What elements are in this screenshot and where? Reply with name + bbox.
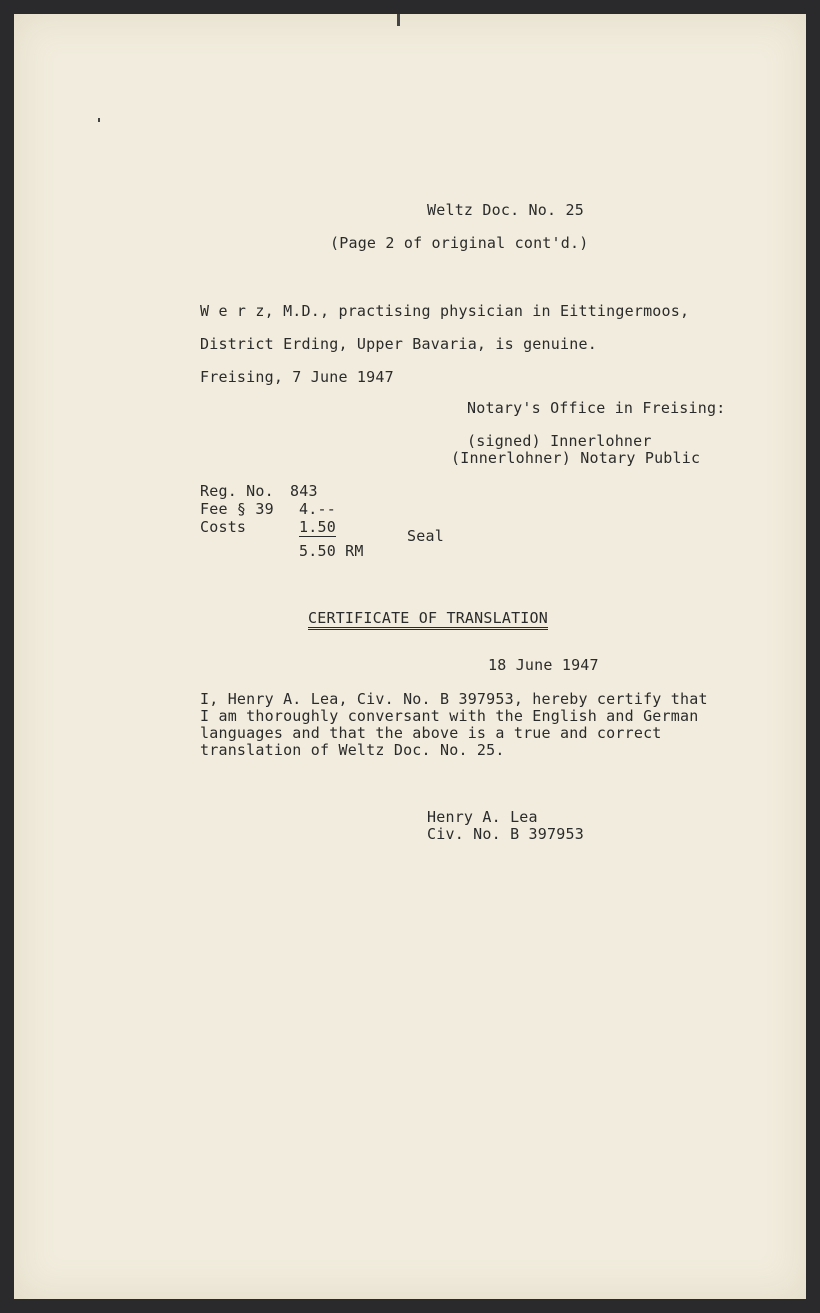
notary-name: (Innerlohner) Notary Public — [451, 449, 701, 467]
certificate-line-2: I am thoroughly conversant with the English and German — [200, 707, 699, 725]
body-line-3: Freising, 7 June 1947 — [200, 368, 394, 386]
reg-value: 843 — [290, 482, 318, 500]
notary-signed: (signed) Innerlohner — [467, 432, 652, 450]
seal-label: Seal — [407, 527, 444, 545]
doc-number: Weltz Doc. No. 25 — [427, 201, 584, 219]
certificate-title: CERTIFICATE OF TRANSLATION — [308, 610, 548, 630]
fee-label: Fee § 39 — [200, 500, 274, 518]
fee-value: 4.-- — [299, 500, 336, 518]
certificate-line-4: translation of Weltz Doc. No. 25. — [200, 741, 505, 759]
certificate-date: 18 June 1947 — [488, 656, 599, 674]
signer-civ: Civ. No. B 397953 — [427, 825, 584, 843]
document-page — [14, 14, 806, 1299]
reg-label: Reg. No. — [200, 482, 274, 500]
fees-total: 5.50 RM — [299, 542, 364, 560]
body-line-2: District Erding, Upper Bavaria, is genuine. — [200, 335, 597, 353]
notary-office: Notary's Office in Freising: — [467, 399, 726, 417]
costs-value: 1.50 — [299, 518, 336, 536]
costs-label: Costs — [200, 518, 247, 536]
certificate-line-1: I, Henry A. Lea, Civ. No. B 397953, hereby certify that — [200, 690, 708, 708]
signer-name: Henry A. Lea — [427, 808, 538, 826]
certificate-line-3: languages and that the above is a true and correct — [200, 724, 662, 742]
punch-mark — [98, 118, 100, 122]
staple-mark — [397, 14, 400, 26]
page-note: (Page 2 of original cont'd.) — [330, 234, 589, 252]
body-line-1: W e r z, M.D., practising physician in Eittingermoos, — [200, 302, 690, 320]
